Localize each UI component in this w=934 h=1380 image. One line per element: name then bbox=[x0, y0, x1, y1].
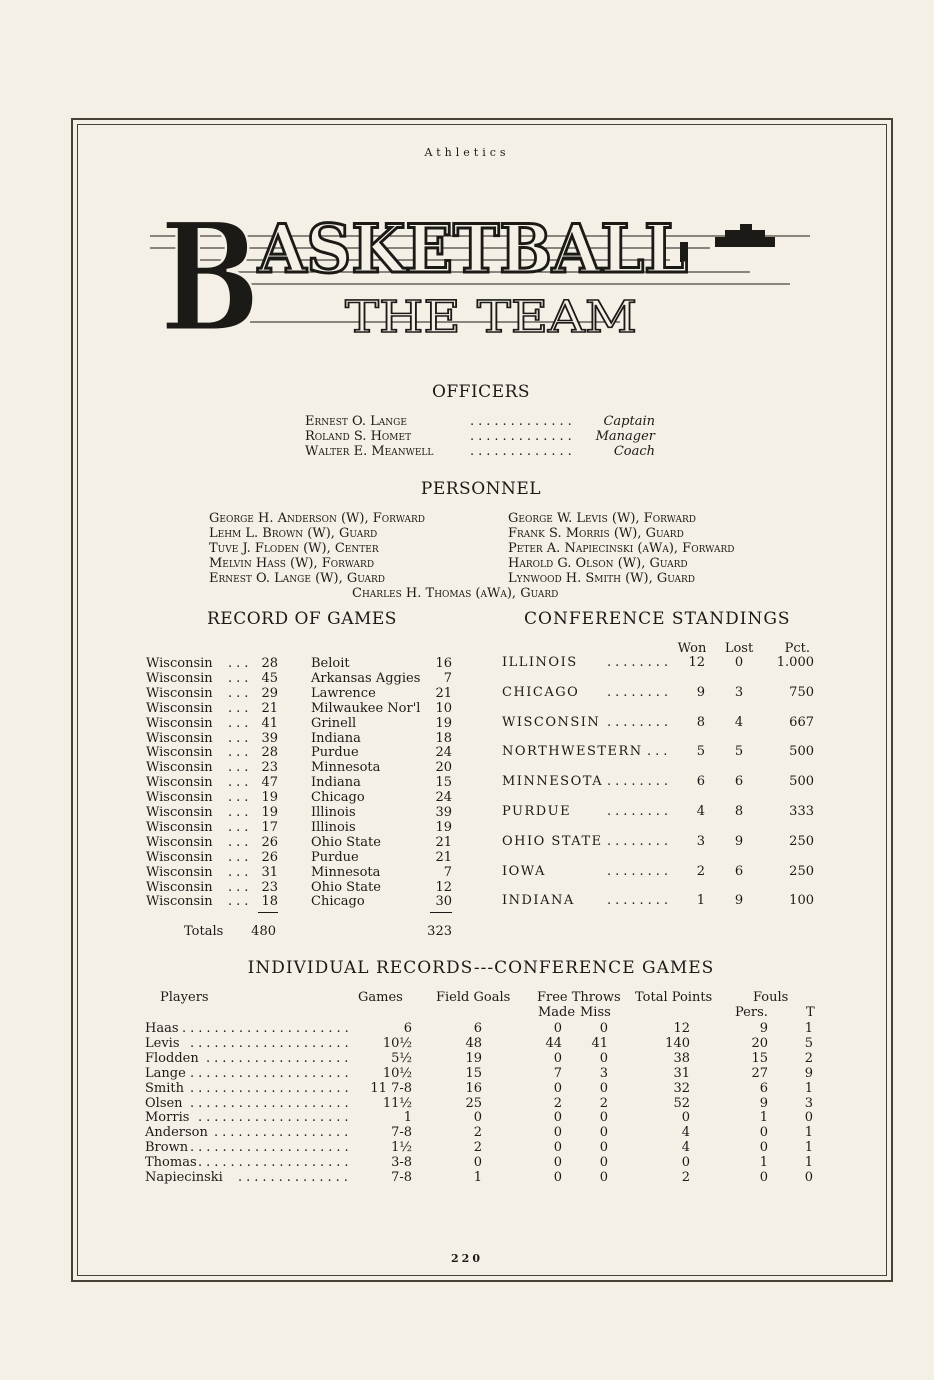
standings-team: CHICAGO bbox=[502, 684, 580, 700]
game-opponent: Chicago bbox=[311, 790, 365, 806]
player-ft-miss: 0 bbox=[599, 1125, 608, 1141]
game-opp-score: 20 bbox=[435, 760, 452, 776]
player-fouls-pers: 0 bbox=[759, 1125, 768, 1141]
standings-won: 9 bbox=[696, 684, 705, 700]
standings-won: 12 bbox=[688, 655, 705, 670]
player-field-goals: 19 bbox=[465, 1050, 482, 1066]
standings-pct: 100 bbox=[789, 893, 814, 909]
individual-heading: INDIVIDUAL RECORDS---CONFERENCE GAMES bbox=[247, 958, 715, 978]
standings-won: 4 bbox=[696, 804, 705, 819]
game-opponent: Ohio State bbox=[311, 879, 381, 895]
player-field-goals: 16 bbox=[465, 1080, 482, 1096]
player-total-points: 140 bbox=[665, 1035, 690, 1051]
standings-won: 6 bbox=[696, 774, 705, 790]
game-score: 31 bbox=[261, 864, 278, 880]
leader-dots: ............. bbox=[470, 444, 576, 459]
officer-role: Manager bbox=[595, 429, 655, 444]
standings-team: ILLINOIS bbox=[502, 655, 578, 670]
game-score: 45 bbox=[261, 670, 278, 686]
player-ft-miss: 0 bbox=[599, 1110, 608, 1126]
leader-dots: ........ bbox=[607, 655, 673, 670]
officers-heading: OFFICERS bbox=[431, 382, 531, 402]
col-miss: Miss bbox=[580, 1005, 611, 1020]
standings-team: WISCONSIN bbox=[502, 714, 601, 730]
game-opponent: Illinois bbox=[311, 805, 356, 820]
leader-dots: ........ bbox=[607, 893, 673, 909]
player-name: Levis bbox=[145, 1035, 180, 1051]
leader-dots: ..................... bbox=[182, 1021, 353, 1036]
officer-name: Walter E. Meanwell bbox=[305, 444, 434, 459]
player-ft-miss: 3 bbox=[599, 1065, 608, 1081]
player-total-points: 4 bbox=[681, 1125, 690, 1141]
player-fouls-t: 9 bbox=[804, 1065, 813, 1081]
leader-dots: ........ bbox=[607, 714, 673, 730]
col-games: Games bbox=[358, 990, 403, 1005]
game-team: Wisconsin bbox=[146, 834, 213, 850]
game-score: 23 bbox=[261, 879, 278, 895]
game-team: Wisconsin bbox=[146, 700, 213, 716]
player-ft-made: 0 bbox=[553, 1050, 562, 1066]
running-head: Athletics bbox=[424, 146, 510, 159]
game-team: Wisconsin bbox=[146, 670, 213, 686]
game-team: Wisconsin bbox=[146, 819, 213, 835]
player-ft-miss: 0 bbox=[599, 1140, 608, 1156]
personnel-entry: Lehm L. Brown (W), Guard bbox=[209, 526, 378, 541]
player-fouls-t: 5 bbox=[804, 1035, 813, 1051]
officer-role: Captain bbox=[603, 414, 655, 429]
game-opponent: Purdue bbox=[311, 745, 359, 761]
game-opp-score: 21 bbox=[435, 834, 452, 850]
personnel-entry: Ernest O. Lange (W), Guard bbox=[209, 571, 386, 586]
player-fouls-t: 0 bbox=[804, 1170, 813, 1185]
player-ft-made: 44 bbox=[545, 1035, 562, 1051]
game-score: 26 bbox=[261, 849, 278, 865]
personnel-entry: Harold G. Olson (W), Guard bbox=[508, 556, 688, 571]
personnel-entry: George W. Levis (W), Forward bbox=[508, 511, 696, 526]
game-opponent: Minnesota bbox=[311, 760, 381, 776]
title-main: ASKETBALL bbox=[257, 210, 688, 288]
player-fouls-t: 1 bbox=[804, 1080, 813, 1096]
player-fouls-pers: 0 bbox=[759, 1140, 768, 1156]
standings-pct: 250 bbox=[789, 833, 814, 849]
player-ft-miss: 0 bbox=[599, 1080, 608, 1096]
player-field-goals: 0 bbox=[473, 1110, 482, 1126]
game-opp-score: 19 bbox=[435, 715, 452, 731]
total-wisconsin: 480 bbox=[251, 924, 276, 939]
player-ft-miss: 0 bbox=[599, 1170, 608, 1185]
standings-pct: 333 bbox=[789, 804, 814, 819]
standings-won: 3 bbox=[696, 833, 705, 849]
game-opponent: Indiana bbox=[311, 775, 361, 791]
personnel-entry: Tuve J. Floden (W), Center bbox=[209, 541, 379, 556]
standings-pct: 250 bbox=[789, 863, 814, 879]
game-opp-score: 39 bbox=[435, 805, 452, 820]
player-total-points: 2 bbox=[681, 1170, 690, 1185]
standings-team: NORTHWESTERN bbox=[502, 744, 643, 760]
game-opp-score: 24 bbox=[435, 790, 452, 806]
player-ft-miss: 41 bbox=[591, 1035, 608, 1051]
player-games: 7-8 bbox=[391, 1170, 412, 1185]
game-score: 21 bbox=[261, 700, 278, 716]
player-total-points: 31 bbox=[673, 1065, 690, 1081]
game-score: 26 bbox=[261, 834, 278, 850]
leader-dots: ........ bbox=[607, 804, 673, 819]
game-opp-score: 16 bbox=[435, 656, 452, 671]
game-team: Wisconsin bbox=[146, 760, 213, 776]
player-games: 7-8 bbox=[391, 1125, 412, 1141]
player-ft-miss: 2 bbox=[599, 1095, 608, 1111]
standings-team: IOWA bbox=[502, 863, 546, 879]
player-ft-made: 0 bbox=[553, 1170, 562, 1185]
leader-dots: ... bbox=[228, 805, 253, 820]
player-field-goals: 48 bbox=[465, 1035, 482, 1051]
game-score: 28 bbox=[261, 745, 278, 761]
standings-won: 2 bbox=[696, 863, 705, 879]
standings-lost: 9 bbox=[734, 893, 744, 909]
player-ft-made: 2 bbox=[553, 1095, 562, 1111]
standings-pct: 500 bbox=[789, 774, 814, 790]
col-pers: Pers. bbox=[735, 1005, 768, 1020]
game-opponent: Lawrence bbox=[311, 685, 376, 701]
game-opp-score: 19 bbox=[435, 819, 452, 835]
leader-dots: ... bbox=[228, 730, 253, 746]
player-field-goals: 15 bbox=[465, 1065, 482, 1081]
player-fouls-pers: 0 bbox=[759, 1170, 768, 1185]
leader-dots: ........ bbox=[607, 684, 673, 700]
standings-lost: 5 bbox=[734, 744, 744, 760]
player-fouls-t: 3 bbox=[804, 1095, 813, 1111]
leader-dots: ... bbox=[228, 894, 253, 910]
standings-team: MINNESOTA bbox=[502, 774, 604, 790]
skyline-silhouette-icon bbox=[680, 224, 775, 262]
player-fouls-t: 1 bbox=[804, 1125, 813, 1141]
game-opp-score: 7 bbox=[443, 670, 452, 686]
player-field-goals: 0 bbox=[473, 1155, 482, 1171]
player-games: 11 7-8 bbox=[370, 1080, 412, 1096]
player-name: Lange bbox=[145, 1065, 186, 1081]
game-score: 18 bbox=[261, 894, 278, 910]
game-team: Wisconsin bbox=[146, 730, 213, 746]
leader-dots: ............. bbox=[470, 414, 576, 429]
leader-dots: ........ bbox=[607, 833, 673, 849]
personnel-entry: Melvin Hass (W), Forward bbox=[209, 556, 375, 571]
player-name: Thomas bbox=[145, 1155, 197, 1171]
leader-dots: ... bbox=[228, 656, 253, 671]
player-ft-made: 0 bbox=[553, 1140, 562, 1156]
game-team: Wisconsin bbox=[146, 775, 213, 791]
game-opp-score: 10 bbox=[435, 700, 452, 716]
leader-dots: ............. bbox=[470, 429, 576, 444]
player-fouls-pers: 1 bbox=[759, 1155, 768, 1171]
game-opp-score: 24 bbox=[435, 745, 452, 761]
player-fouls-t: 1 bbox=[804, 1140, 813, 1156]
game-score: 17 bbox=[261, 819, 278, 835]
game-score: 19 bbox=[261, 790, 278, 806]
game-team: Wisconsin bbox=[146, 745, 213, 761]
leader-dots: .................... bbox=[190, 1035, 353, 1051]
leader-dots: ... bbox=[228, 700, 253, 716]
player-ft-made: 0 bbox=[553, 1155, 562, 1171]
game-opponent: Arkansas Aggies bbox=[311, 670, 421, 686]
col-t: T bbox=[806, 1005, 815, 1020]
player-field-goals: 1 bbox=[473, 1170, 482, 1185]
game-opp-score: 15 bbox=[435, 775, 452, 791]
player-field-goals: 6 bbox=[473, 1021, 482, 1036]
officer-role: Coach bbox=[613, 444, 655, 459]
standings-header-won: Won bbox=[677, 641, 707, 656]
col-made: Made bbox=[538, 1005, 576, 1020]
standings-lost: 3 bbox=[734, 684, 744, 700]
game-opponent: Grinell bbox=[311, 715, 357, 731]
game-opponent: Chicago bbox=[311, 894, 365, 910]
leader-dots: ... bbox=[228, 834, 253, 850]
title-banner bbox=[150, 192, 815, 342]
standings-header-pct: Pct. bbox=[784, 641, 810, 656]
leader-dots: ... bbox=[228, 715, 253, 731]
game-opp-score: 21 bbox=[435, 685, 452, 701]
player-total-points: 0 bbox=[681, 1110, 690, 1126]
personnel-entry: Frank S. Morris (W), Guard bbox=[508, 526, 684, 541]
game-opp-score: 7 bbox=[443, 864, 452, 880]
leader-dots: .............. bbox=[238, 1170, 352, 1185]
game-score: 19 bbox=[261, 805, 278, 820]
game-team: Wisconsin bbox=[146, 715, 213, 731]
standings-won: 8 bbox=[696, 714, 705, 730]
leader-dots: ........ bbox=[607, 774, 673, 790]
leader-dots: .................. bbox=[206, 1050, 353, 1066]
standings-pct: 667 bbox=[789, 714, 814, 730]
player-games: 5½ bbox=[391, 1050, 412, 1066]
game-opp-score: 21 bbox=[435, 849, 452, 865]
col-total-points: Total Points bbox=[635, 990, 713, 1005]
standings-header-lost: Lost bbox=[724, 641, 754, 656]
standings-lost: 4 bbox=[734, 714, 744, 730]
player-total-points: 52 bbox=[673, 1095, 690, 1111]
player-ft-made: 7 bbox=[553, 1065, 562, 1081]
title-initial-b: B bbox=[160, 192, 260, 342]
game-opponent: Illinois bbox=[311, 819, 356, 835]
leader-dots: ................... bbox=[198, 1155, 353, 1171]
player-name: Napiecinski bbox=[145, 1170, 223, 1185]
game-team: Wisconsin bbox=[146, 656, 213, 671]
player-field-goals: 25 bbox=[465, 1095, 482, 1111]
player-games: 10½ bbox=[382, 1035, 412, 1051]
player-fouls-pers: 27 bbox=[751, 1065, 768, 1081]
player-ft-miss: 0 bbox=[599, 1050, 608, 1066]
standings-won: 1 bbox=[696, 893, 705, 909]
leader-dots: ... bbox=[228, 790, 253, 806]
officer-name: Ernest O. Lange bbox=[305, 414, 407, 429]
col-players: Players bbox=[160, 990, 209, 1005]
record-heading: RECORD OF GAMES bbox=[207, 609, 397, 629]
leader-dots: ... bbox=[228, 864, 253, 880]
personnel-entry: Charles H. Thomas (aWa), Guard bbox=[352, 586, 559, 601]
player-fouls-pers: 9 bbox=[759, 1095, 768, 1111]
player-ft-made: 0 bbox=[553, 1125, 562, 1141]
game-opp-score: 12 bbox=[435, 879, 452, 895]
leader-dots: ... bbox=[228, 670, 253, 686]
leader-dots: ................. bbox=[214, 1125, 353, 1141]
player-name: Anderson bbox=[145, 1125, 208, 1141]
player-name: Olsen bbox=[145, 1095, 183, 1111]
leader-dots: ... bbox=[228, 745, 253, 761]
personnel-entry: Peter A. Napiecinski (aWa), Forward bbox=[508, 541, 735, 556]
player-fouls-t: 1 bbox=[804, 1021, 813, 1036]
player-total-points: 4 bbox=[681, 1140, 690, 1156]
game-team: Wisconsin bbox=[146, 685, 213, 701]
standings-heading: CONFERENCE STANDINGS bbox=[524, 609, 791, 629]
player-ft-made: 0 bbox=[553, 1110, 562, 1126]
leader-dots: ... bbox=[647, 744, 672, 760]
game-score: 47 bbox=[261, 775, 278, 791]
col-field-goals: Field Goals bbox=[436, 990, 511, 1005]
personnel-entry: Lynwood H. Smith (W), Guard bbox=[508, 571, 696, 586]
player-name: Morris bbox=[145, 1110, 190, 1126]
game-opponent: Minnesota bbox=[311, 864, 381, 880]
game-team: Wisconsin bbox=[146, 864, 213, 880]
personnel-entry: George H. Anderson (W), Forward bbox=[209, 511, 426, 526]
col-free-throws: Free Throws bbox=[537, 990, 621, 1005]
player-games: 3-8 bbox=[391, 1155, 412, 1171]
player-ft-miss: 0 bbox=[599, 1155, 608, 1171]
standings-lost: 8 bbox=[734, 804, 744, 819]
game-team: Wisconsin bbox=[146, 879, 213, 895]
player-fouls-pers: 6 bbox=[759, 1080, 768, 1096]
total-opponents: 323 bbox=[427, 924, 452, 939]
player-ft-miss: 0 bbox=[599, 1021, 608, 1036]
leader-dots: .................... bbox=[190, 1140, 353, 1156]
player-fouls-t: 0 bbox=[804, 1110, 813, 1126]
player-total-points: 12 bbox=[673, 1021, 690, 1036]
player-total-points: 38 bbox=[673, 1050, 690, 1066]
game-score: 39 bbox=[261, 730, 278, 746]
player-fouls-t: 2 bbox=[804, 1050, 813, 1066]
leader-dots: ... bbox=[228, 849, 253, 865]
standings-lost: 6 bbox=[734, 863, 744, 879]
game-score: 23 bbox=[261, 760, 278, 776]
game-score: 28 bbox=[261, 656, 278, 671]
standings-lost: 9 bbox=[734, 833, 744, 849]
officer-name: Roland S. Homet bbox=[305, 429, 412, 444]
standings-pct: 500 bbox=[789, 744, 814, 760]
leader-dots: .................... bbox=[190, 1065, 353, 1081]
player-name: Smith bbox=[145, 1080, 184, 1096]
col-fouls: Fouls bbox=[753, 990, 789, 1005]
standings-lost: 0 bbox=[734, 655, 744, 670]
leader-dots: ... bbox=[228, 775, 253, 791]
player-games: 11½ bbox=[382, 1095, 412, 1111]
leader-dots: .................... bbox=[190, 1095, 353, 1111]
player-fouls-pers: 15 bbox=[751, 1050, 768, 1066]
player-games: 1½ bbox=[391, 1140, 412, 1156]
player-fouls-t: 1 bbox=[804, 1155, 813, 1171]
player-ft-made: 0 bbox=[553, 1080, 562, 1096]
leader-dots: ... bbox=[228, 685, 253, 701]
totals-label: Totals bbox=[184, 924, 224, 939]
player-name: Flodden bbox=[145, 1050, 199, 1066]
player-name: Haas bbox=[145, 1021, 179, 1036]
game-opp-score: 18 bbox=[435, 730, 452, 746]
game-opponent: Milwaukee Nor'l bbox=[311, 700, 421, 716]
leader-dots: ... bbox=[228, 760, 253, 776]
standings-team: OHIO STATE bbox=[502, 833, 603, 849]
personnel-heading: PERSONNEL bbox=[420, 479, 542, 499]
player-field-goals: 2 bbox=[473, 1125, 482, 1141]
totals-rule bbox=[258, 912, 278, 913]
player-fouls-pers: 1 bbox=[759, 1110, 768, 1126]
player-name: Brown bbox=[145, 1140, 189, 1156]
game-score: 29 bbox=[261, 685, 278, 701]
leader-dots: ... bbox=[228, 879, 253, 895]
game-score: 41 bbox=[261, 715, 278, 731]
game-opponent: Ohio State bbox=[311, 834, 381, 850]
game-opp-score: 30 bbox=[435, 894, 452, 910]
player-field-goals: 2 bbox=[473, 1140, 482, 1156]
player-fouls-pers: 20 bbox=[751, 1035, 768, 1051]
totals-rule bbox=[430, 912, 452, 913]
title-sub: THE TEAM bbox=[345, 292, 637, 342]
player-total-points: 0 bbox=[681, 1155, 690, 1171]
player-fouls-pers: 9 bbox=[759, 1021, 768, 1036]
game-team: Wisconsin bbox=[146, 849, 213, 865]
standings-pct: 1.000 bbox=[776, 655, 814, 670]
standings-team: INDIANA bbox=[502, 893, 575, 909]
game-team: Wisconsin bbox=[146, 805, 213, 820]
player-total-points: 32 bbox=[673, 1080, 690, 1096]
leader-dots: ................... bbox=[198, 1110, 353, 1126]
game-opponent: Purdue bbox=[311, 849, 359, 865]
game-opponent: Beloit bbox=[311, 656, 350, 671]
game-team: Wisconsin bbox=[146, 790, 213, 806]
standings-lost: 6 bbox=[734, 774, 744, 790]
standings-won: 5 bbox=[696, 744, 705, 760]
player-games: 10½ bbox=[382, 1065, 412, 1081]
game-opponent: Indiana bbox=[311, 730, 361, 746]
leader-dots: ........ bbox=[607, 863, 673, 879]
game-team: Wisconsin bbox=[146, 894, 213, 910]
player-games: 6 bbox=[403, 1021, 412, 1036]
standings-pct: 750 bbox=[789, 684, 814, 700]
leader-dots: .................... bbox=[190, 1080, 353, 1096]
leader-dots: ... bbox=[228, 819, 253, 835]
page-number: 220 bbox=[451, 1252, 483, 1265]
player-ft-made: 0 bbox=[553, 1021, 562, 1036]
standings-team: PURDUE bbox=[502, 804, 572, 819]
player-games: 1 bbox=[403, 1110, 412, 1126]
